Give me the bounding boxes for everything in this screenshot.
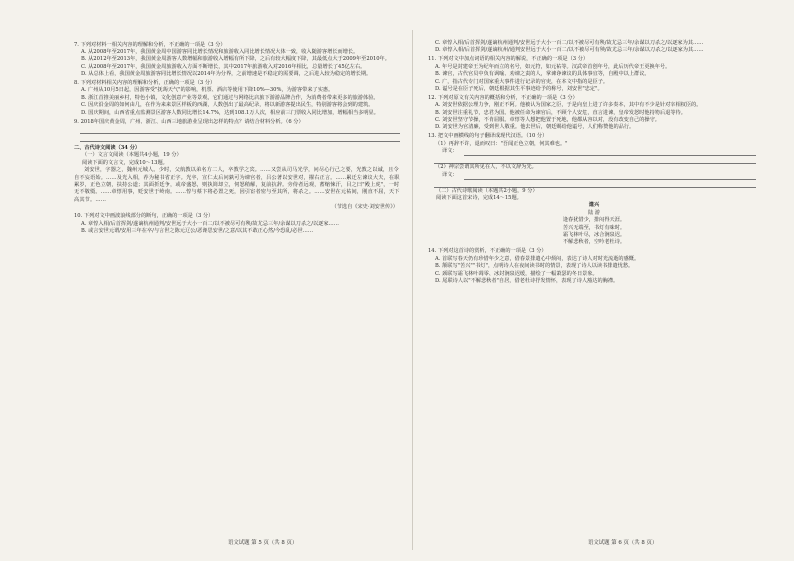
subsection-heading: （一）文言文阅读（本题共4小题，19 分） [82,152,182,159]
passage-source: （节选自《宋史·刘安世传》） [331,204,398,211]
q10-option-a: A. 章惇入相/后首挥剑/遂谪杭州通判/安世远于大小一百二/以不被尽可有殃/故尤忌三年/余谋以刀杀之/以逐家…… [81,220,339,227]
page-footer-left: 语文试题 第 5 页（共 8 页） [228,540,298,546]
q8-option-c: C. 因庆沿金周的如何由几，在作为来来景区样板的西湖，人数创出了最高纪录，将以新游客提出民生，特别游客将会到的建筑。 [81,102,374,109]
q8-option-d: D. 国庆期间，山西省重点监测景区游客人数同比增长14.7%，达到108.1万人次，相应前三门票收入同比增加，增幅相当多明显。 [81,109,379,116]
answer-line[interactable] [80,126,400,134]
page-footer-right: 语文试题 第 6 页（共 8 页） [588,540,658,546]
translation-label: 译文： [442,171,458,178]
q7-option-a: A. 从2008年至2017年，我国黄金周中国游客同比增长情况和旅游收入同比增长情况大体一致，收入随游客增长而增长。 [81,48,359,55]
q7-stem: 7. 下列对材料一相关内容的理解和分析，不正确的一项是（3 分） [74,41,226,48]
q14-option-d: D. 尾联诗人以"不解悲秋者"自居，借老杜诗抒发情怀，表现了诗人豁达的胸襟。 [435,277,619,284]
poem-line: 苦兴无端至，书灯有味时。 [562,224,626,231]
section-instruction: 阅读下面这首宋诗，完成14～15题。 [436,195,522,201]
poem-title: 遣兴 [588,202,600,209]
poem-author: 陆 游 [587,209,601,216]
q8-stem: 8. 下列对材料相关内容的理解和分析，正确的一项是（3 分） [74,80,216,87]
translation-row [428,172,760,180]
q11-option-b: B. 谏官，古代官员中负有讽喻、劝谏之责的人，掌谏诤谏议的具体事宜等，自殿中以上群议。 [435,71,650,78]
q11-option-a: A. 年号是封建帝王为纪年而立的名号，如元符，如元祐等。汉武帝首创年号，此后历代帝王更换年号。 [435,63,671,70]
poem-line: 逢春犹惜少，排闷得天涯。 [562,217,626,224]
poem-line: 不解悲秋者，空吟老杜诗。 [562,239,626,246]
q12-stem: 12. 下列对原文有关内容的概括和分析，不正确的一项是（3 分） [428,94,578,101]
poem-line: 霜飞林叶尽，冰合涧泉迟。 [562,232,626,239]
q12-option-a: A. 刘安世依据公理力争，刚正不阿。他被认为国家之臣，于是向皇上进了许多奏本，其中有不少是针对宰相权臣的。 [435,102,702,109]
translation-row [428,148,760,156]
q11-option-c: C. 广，指古代专门对国家重大事件进行记录的官吏，在本文中指的是臣子。 [435,78,609,85]
q12-option-b: B. 刘安世注重礼节，忠君为国。他被任命为谏官后，不顾个人安危，直言进谏，皇帝发怒时他持笏后退等待。 [435,109,686,116]
right-page [428,40,760,285]
left-page [74,40,404,235]
q9-stem: 9. 2018年国庆黄金周，广州、浙江、山西三地旅游业呈现出怎样的特点？请结合材料分析。（6 分） [74,118,304,125]
q12-option-c: C. 刘安世坚守节操，不肯屈服。章惇等人想把他置于死地，他都从容以对，没有改变自己的操守。 [435,117,660,124]
classical-passage: 刘安世，字器之，魏州元城人。少时，父航教以弟名方二人，卒教学之宾。……又尝从司马光学，问尽心行己之要，光教之以诚，且令自不妄语始。……及光入相，荐为秘书省正字。光卒，宣仁太后问孰可为谏官者，吕公著以安世对，擢右正言。……累迁左谏议大夫，在职累岁，正色立朝，扶持公道；其面折廷争，或帝盛怒，则执简却立，伺怒稍解，复前抗辞。旁侍者远观，蓄缩悚汗，目之曰"殿上虎"，一时无不敬慑。……章惇用事，贬安世于岭南。……惇与蔡卞将必置之死，因引宦者密与至其所，将杀之。……安世在元祐间，刚直不屈，天下高其节。…… [74,167,400,203]
q13-sentence-2: （2）神宗尝谓其所见在人，不以文辞为先。 [435,164,537,171]
q8-option-b: B. 浙江首推美丽乡村，特色小镇，文化创意产业等景观，它们通过与网络比店旅下游游品牌合作，为消费者带来更多的旅游体验。 [81,94,379,101]
translation-label: 译文： [442,148,458,155]
q14-option-c: C. 颈联写霜飞林叶凋零、冰封涧泉迟缓，描绘了一幅萧瑟的冬日景象。 [435,270,598,277]
page-divider [412,30,413,550]
answer-line[interactable] [464,172,756,180]
q10-option-c: C. 章惇入相/后首挥剑/遂谪杭州通判/安世远于大小一百二/以不被尽可有殃/故尤忌三年/余谋以刀杀之/以逐家为其…… [435,40,704,46]
section-heading: 二、古代诗文阅读（34 分） [74,144,141,151]
answer-line[interactable] [434,156,756,164]
answer-line[interactable] [80,134,400,142]
section-instruction: 阅读下面的文言文，完成10～13题。 [82,159,168,166]
q13-stem: 13. 把文中画横线的句子翻译成现代汉语。（10 分） [428,133,548,140]
q7-option-b: B. 从2012年至2013年，我国黄金周游客人数增幅和旅游收入增幅有所下降，之后有较大幅度下降，其最低点大于2009年至2010年。 [81,56,390,63]
q8-option-a: A. 广州从10月5日起，因游客受"抚蒟天气"的影响，机票、酒店等使用下降10%—30%，为游客带来了实惠。 [81,87,334,94]
q14-option-b: B. 颔联写"苦兴""书灯"，点明诗人在夜间读书时的情景，表现了诗人以读书排遣忧愁。 [435,263,634,270]
q14-option-a: A. 首联写春天仍有珍惜年少之意，借春景排遣心中烦闷，表达了诗人对时光流逝的感慨。 [435,255,640,262]
subsection-heading: （二）古代诗歌阅读（本题共2小题，9 分） [436,187,538,194]
q10-option-d: D. 章惇入相/后首挥剑/遂谪杭州/通判安世远于大小一百二/以不被尽可有殃/故尤忌三年/余谋以刀杀之/以逐家为其…… [435,47,704,54]
q11-stem: 11. 下列对文中加点词语的相关内容的解说，不正确的一项是（3 分） [428,56,589,63]
q7-option-c: C. 从2008年至2017年，我国黄金周旅游收入方面不断增长，其中2017年旅游收入对2016年相比，总量增长了45亿左右。 [81,63,366,70]
q12-option-d: D. 刘安世为官清廉，受到世人敬重。他去世后，朝廷赐给他谥号，人们称赞他的品行。 [435,124,635,131]
q14-stem: 14. 下列对这首诗的赏析，不正确的一项是（3 分） [428,248,547,255]
answer-line[interactable] [464,148,756,156]
q10-option-b: B. 或言安世元谓/安用三年在卒/与言世之陈元辽公/恶谗思安世/之意/以其不敢正心然/今恐乱/必世…… [81,227,314,234]
q10-stem: 10. 下列对文中画波浪线部分的断句，正确的一项是（3 分） [74,213,214,220]
q13-sentence-1: （1）再辞不许，退而叹曰："吾闻正色立朝，何其难也。" [435,140,568,147]
q11-option-d: D. 谥号是在臣子死后，朝廷根据其生平事迹给予的称号，刘安世"忠定"。 [435,85,603,92]
answer-line[interactable] [434,180,756,188]
q7-option-d: D. 从总体上看，我国黄金周旅游客同比增长情况以2014年为分界，之前增速是不稳定的需要调，之后进入较为稳定的增长期。 [81,71,372,78]
